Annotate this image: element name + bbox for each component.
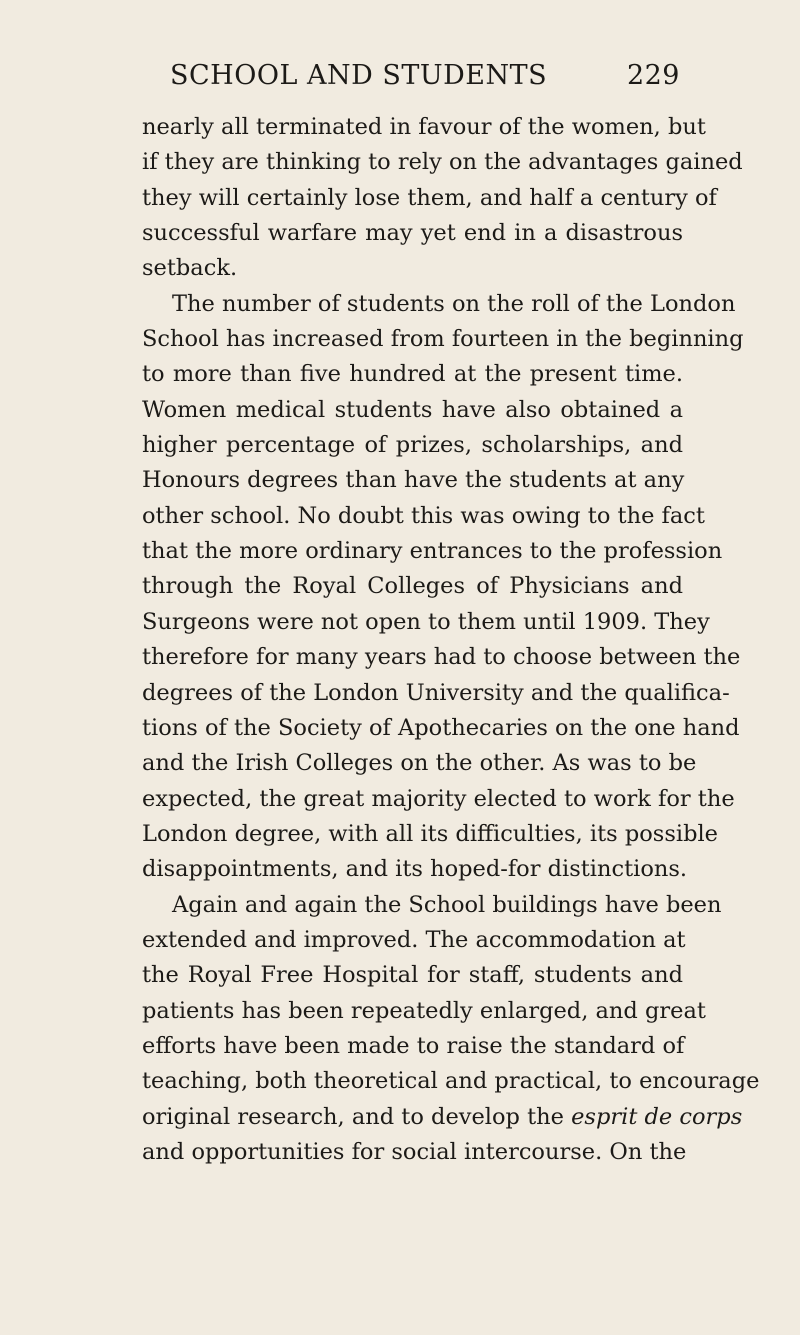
text-line: the Royal Free Hospital for staff, students and	[142, 962, 683, 989]
running-head	[170, 60, 680, 100]
text-line: nearly all terminated in favour of the women, but	[142, 114, 706, 140]
text-line: therefore for many years had to choose between the	[142, 644, 741, 671]
text-line: to more than five hundred at the present time.	[142, 361, 683, 388]
text-line: efforts have been made to raise the standard of	[142, 1032, 685, 1059]
text-line: teaching, both theoretical and practical, to encourage	[142, 1068, 760, 1095]
text-line	[142, 1100, 743, 1135]
text-line: degrees of the London University and the qualifica-	[142, 679, 730, 706]
text-line: patients has been repeatedly enlarged, and great	[142, 997, 706, 1024]
text-line: London degree, with all its difficulties, its possible	[142, 820, 718, 847]
text-line: higher percentage of prizes, scholarships, and	[142, 432, 683, 459]
text-line: other school. No doubt this was owing to the fact	[142, 502, 705, 529]
text-line: School has increased from fourteen in the beginning	[142, 326, 744, 353]
text-line: tions of the Society of Apothecaries on the one hand	[142, 714, 740, 741]
text-line: and opportunities for social intercourse. On the	[142, 1138, 687, 1165]
text-line: disappointments, and its hoped-for distinctions.	[142, 856, 688, 883]
running-title: SCHOOL AND STUDENTS	[170, 60, 548, 91]
text-line: Honours degrees than have the students at any	[142, 467, 685, 494]
text-line: they will certainly lose them, and half a century of	[142, 184, 717, 211]
text-line: extended and improved. The accommodation at	[142, 926, 686, 953]
text-line: expected, the great majority elected to work for the	[142, 785, 735, 812]
text-line: if they are thinking to rely on the advantages gained	[142, 149, 743, 176]
text-line: that the more ordinary entrances to the profession	[142, 538, 723, 565]
italic-phrase: esprit de corps	[571, 1103, 743, 1130]
text-line: The number of students on the roll of the London	[172, 290, 736, 317]
text-line: through the Royal Colleges of Physicians and	[142, 573, 683, 600]
text-line: and the Irish Colleges on the other. As was to be	[142, 750, 697, 777]
text-line: Surgeons were not open to them until 1909. They	[142, 608, 710, 635]
text-line: setback.	[142, 255, 238, 282]
body-text	[142, 110, 760, 1170]
page-number: 229	[626, 60, 680, 91]
text-line: Women medical students have also obtained a	[142, 396, 683, 423]
text-line: successful warfare may yet end in a disastrous	[142, 220, 683, 247]
text-line: Again and again the School buildings have been	[172, 891, 722, 918]
text-segment: original research, and to develop the	[142, 1103, 564, 1130]
